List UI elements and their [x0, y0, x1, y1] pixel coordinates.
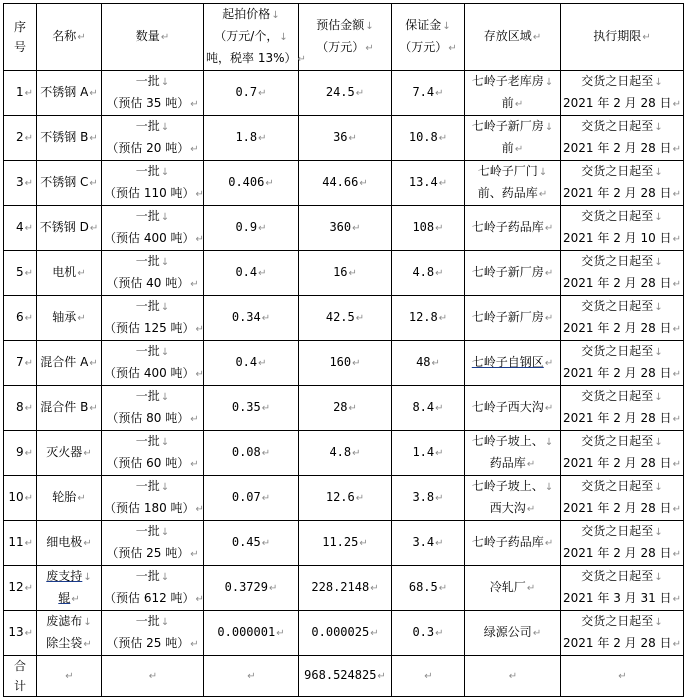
table-row [4, 476, 684, 521]
cell-seq: 3↵ [4, 161, 37, 206]
table-row [4, 71, 684, 116]
cell-quantity: 一批↓ （预估 40 吨）↵ [102, 251, 204, 296]
total-estimate: 968.524825↵ [299, 656, 392, 697]
document-page [3, 3, 683, 693]
header-estimate: 预估金额↓ （万元）↵ [299, 4, 392, 71]
table-row [4, 431, 684, 476]
cell-name: 混合件 B↵ [37, 386, 102, 431]
table-row [4, 566, 684, 611]
cell-deposit: 1.4↵ [392, 431, 465, 476]
cell-name: 电机↵ [37, 251, 102, 296]
cell-quantity: 一批↓ （预估 35 吨）↵ [102, 71, 204, 116]
cell-quantity: 一批↓ （预估 125 吨）↵ [102, 296, 204, 341]
cell-seq: 11↵ [4, 521, 37, 566]
cell-seq: 9↵ [4, 431, 37, 476]
cell-price: 0.07↵ [204, 476, 299, 521]
table-row [4, 161, 684, 206]
total-deposit-empty: ↵ [392, 656, 465, 697]
header-qty: 数量↵ [102, 4, 204, 71]
cell-area: 七岭子新厂房↵ [465, 251, 561, 296]
total-term-empty: ↵ [561, 656, 684, 697]
cell-area: 绿源公司↵ [465, 611, 561, 656]
cell-deposit: 4.8↵ [392, 251, 465, 296]
cell-area: 七岭子坡上、↓ 药品库↵ [465, 431, 561, 476]
cell-quantity: 一批↓ （预估 25 吨）↵ [102, 521, 204, 566]
cell-deposit: 13.4↵ [392, 161, 465, 206]
header-deposit: 保证金↓ （万元）↵ [392, 4, 465, 71]
cell-estimate: 42.5↵ [299, 296, 392, 341]
cell-deposit: 10.8↵ [392, 116, 465, 161]
cell-price: 0.4↵ [204, 251, 299, 296]
cell-seq: 12↵ [4, 566, 37, 611]
cell-seq: 2↵ [4, 116, 37, 161]
total-row [4, 656, 684, 697]
table-row [4, 251, 684, 296]
table-body [4, 71, 684, 656]
cell-price: 0.000001↵ [204, 611, 299, 656]
cell-seq: 7↵ [4, 341, 37, 386]
cell-area: 七岭子西大沟↵ [465, 386, 561, 431]
cell-seq: 5↵ [4, 251, 37, 296]
cell-term: 交货之日起至↓ 2021 年 2 月 28 日↵ [561, 476, 684, 521]
cell-name: 灭火器↵ [37, 431, 102, 476]
cell-name: 混合件 A↵ [37, 341, 102, 386]
cell-name: 废支持↓ 辊↵ [37, 566, 102, 611]
cell-term: 交货之日起至↓ 2021 年 2 月 28 日↵ [561, 251, 684, 296]
total-qty-empty: ↵ [102, 656, 204, 697]
cell-area: 七岭子药品库↵ [465, 521, 561, 566]
auction-items-table [3, 3, 684, 697]
cell-quantity: 一批↓ （预估 20 吨）↵ [102, 116, 204, 161]
cell-estimate: 160↵ [299, 341, 392, 386]
cell-name: 不锈钢 B↵ [37, 116, 102, 161]
cell-price: 1.8↵ [204, 116, 299, 161]
cell-seq: 1↵ [4, 71, 37, 116]
cell-area: 七岭子新厂房↓ 前↵ [465, 116, 561, 161]
cell-estimate: 11.25↵ [299, 521, 392, 566]
header-row [4, 4, 684, 71]
total-label: 合 计 [4, 656, 37, 697]
cell-term: 交货之日起至↓ 2021 年 3 月 31 日↵ [561, 566, 684, 611]
cell-area: 七岭子药品库↵ [465, 206, 561, 251]
table-row [4, 386, 684, 431]
cell-estimate: 12.6↵ [299, 476, 392, 521]
cell-term: 交货之日起至↓ 2021 年 2 月 28 日↵ [561, 116, 684, 161]
cell-price: 0.406↵ [204, 161, 299, 206]
cell-term: 交货之日起至↓ 2021 年 2 月 28 日↵ [561, 521, 684, 566]
table-row [4, 296, 684, 341]
cell-price: 0.45↵ [204, 521, 299, 566]
cell-area: 七岭子坡上、↓ 西大沟↵ [465, 476, 561, 521]
cell-name: 不锈钢 A↵ [37, 71, 102, 116]
table-row [4, 521, 684, 566]
cell-term: 交货之日起至↓ 2021 年 2 月 10 日↵ [561, 206, 684, 251]
cell-quantity: 一批↓ （预估 612 吨）↵ [102, 566, 204, 611]
cell-seq: 8↵ [4, 386, 37, 431]
cell-price: 0.34↵ [204, 296, 299, 341]
cell-price: 0.3729↵ [204, 566, 299, 611]
cell-deposit: 0.3↵ [392, 611, 465, 656]
cell-quantity: 一批↓ （预估 25 吨）↵ [102, 611, 204, 656]
cell-quantity: 一批↓ （预估 80 吨）↵ [102, 386, 204, 431]
total-price-empty: ↵ [204, 656, 299, 697]
table-row [4, 116, 684, 161]
cell-area: 七岭子自钢区↵ [465, 341, 561, 386]
cell-price: 0.35↵ [204, 386, 299, 431]
cell-price: 0.08↵ [204, 431, 299, 476]
cell-name: 不锈钢 C↵ [37, 161, 102, 206]
cell-area: 七岭子老库房↓ 前↵ [465, 71, 561, 116]
cell-quantity: 一批↓ （预估 60 吨）↵ [102, 431, 204, 476]
cell-deposit: 12.8↵ [392, 296, 465, 341]
cell-price: 0.7↵ [204, 71, 299, 116]
cell-estimate: 36↵ [299, 116, 392, 161]
cell-quantity: 一批↓ （预估 400 吨）↵ [102, 206, 204, 251]
cell-estimate: 0.000025↵ [299, 611, 392, 656]
cell-quantity: 一批↓ （预估 400 吨）↵ [102, 341, 204, 386]
cell-deposit: 8.4↵ [392, 386, 465, 431]
cell-estimate: 360↵ [299, 206, 392, 251]
cell-price: 0.4↵ [204, 341, 299, 386]
cell-estimate: 44.66↵ [299, 161, 392, 206]
cell-term: 交货之日起至↓ 2021 年 2 月 28 日↵ [561, 611, 684, 656]
cell-estimate: 4.8↵ [299, 431, 392, 476]
cell-name: 废滤布↓ 除尘袋↵ [37, 611, 102, 656]
header-seq: 序 号 [4, 4, 37, 71]
header-area: 存放区域↵ [465, 4, 561, 71]
cell-term: 交货之日起至↓ 2021 年 2 月 28 日↵ [561, 431, 684, 476]
cell-area: 冷轧厂↵ [465, 566, 561, 611]
cell-deposit: 3.4↵ [392, 521, 465, 566]
cell-name: 不锈钢 D↵ [37, 206, 102, 251]
header-price: 起拍价格↓ （万元/个，↓ 吨，税率 13%）↵ [204, 4, 299, 71]
cell-quantity: 一批↓ （预估 110 吨）↵ [102, 161, 204, 206]
cell-deposit: 7.4↵ [392, 71, 465, 116]
cell-name: 细电极↵ [37, 521, 102, 566]
table-row [4, 206, 684, 251]
cell-seq: 13↵ [4, 611, 37, 656]
cell-estimate: 16↵ [299, 251, 392, 296]
cell-quantity: 一批↓ （预估 180 吨）↵ [102, 476, 204, 521]
cell-estimate: 24.5↵ [299, 71, 392, 116]
cell-term: 交货之日起至↓ 2021 年 2 月 28 日↵ [561, 386, 684, 431]
cell-name: 轴承↵ [37, 296, 102, 341]
cell-deposit: 48↵ [392, 341, 465, 386]
total-name-empty: ↵ [37, 656, 102, 697]
cell-name: 轮胎↵ [37, 476, 102, 521]
cell-seq: 10↵ [4, 476, 37, 521]
cell-seq: 4↵ [4, 206, 37, 251]
cell-estimate: 228.2148↵ [299, 566, 392, 611]
header-name: 名称↵ [37, 4, 102, 71]
cell-seq: 6↵ [4, 296, 37, 341]
cell-term: 交货之日起至↓ 2021 年 2 月 28 日↵ [561, 341, 684, 386]
cell-area: 七岭子厂门↓ 前、药品库↵ [465, 161, 561, 206]
cell-term: 交货之日起至↓ 2021 年 2 月 28 日↵ [561, 161, 684, 206]
cell-deposit: 3.8↵ [392, 476, 465, 521]
cell-price: 0.9↵ [204, 206, 299, 251]
cell-term: 交货之日起至↓ 2021 年 2 月 28 日↵ [561, 296, 684, 341]
cell-area: 七岭子新厂房↵ [465, 296, 561, 341]
table-row [4, 341, 684, 386]
cell-term: 交货之日起至↓ 2021 年 2 月 28 日↵ [561, 71, 684, 116]
cell-deposit: 108↵ [392, 206, 465, 251]
header-term: 执行期限↵ [561, 4, 684, 71]
table-row [4, 611, 684, 656]
cell-deposit: 68.5↵ [392, 566, 465, 611]
total-area-empty: ↵ [465, 656, 561, 697]
cell-estimate: 28↵ [299, 386, 392, 431]
